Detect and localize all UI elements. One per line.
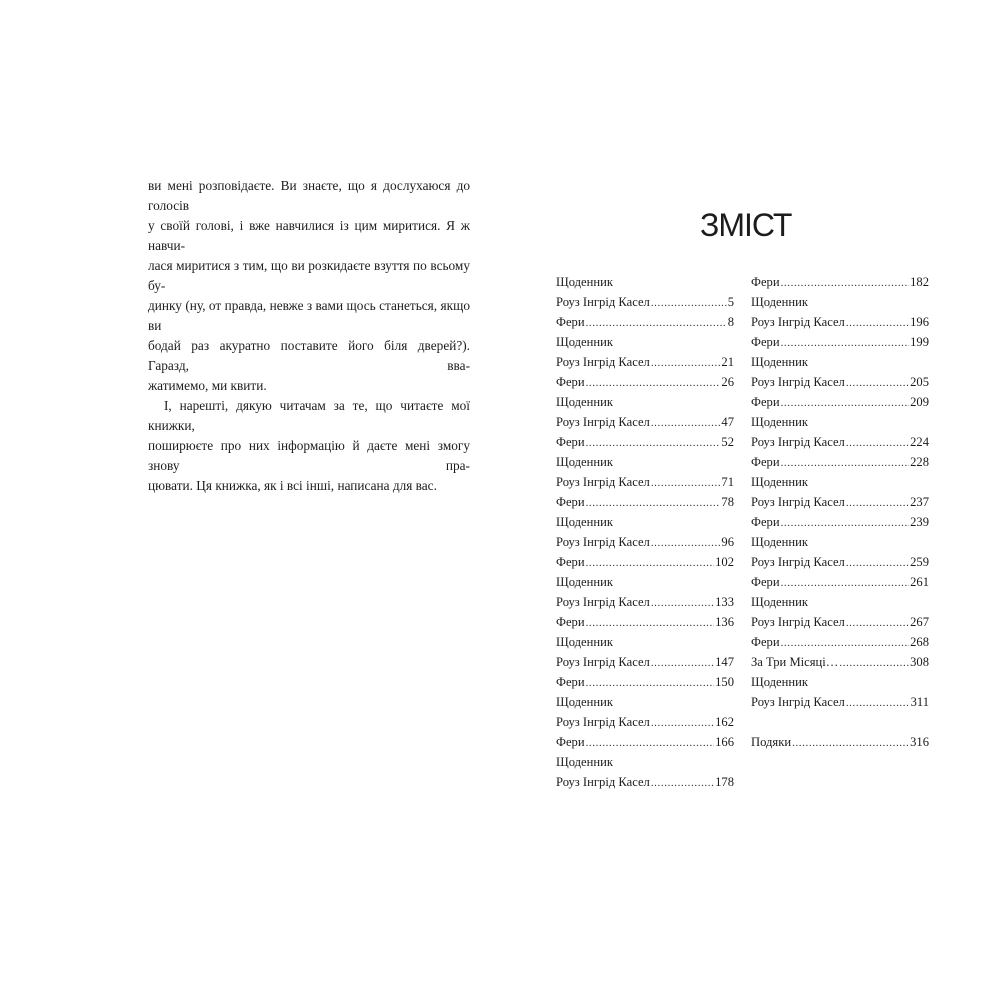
toc-entry-label: Фери bbox=[751, 635, 780, 649]
toc-entry-label: Щоденник bbox=[751, 355, 808, 369]
text-line: ви мені розповідаєте. Ви знаєте, що я дослухаюся до голосів bbox=[148, 178, 470, 213]
text-line: цювати. Ця книжка, як і всі інші, написана для вас. bbox=[148, 478, 437, 493]
toc-entry bbox=[751, 512, 929, 532]
toc-leader-dots bbox=[586, 493, 721, 513]
toc-leader-dots bbox=[651, 593, 714, 613]
toc-leader-dots bbox=[651, 293, 727, 313]
toc-entry-label: Роуз Інгрід Касел bbox=[556, 415, 650, 429]
toc-page-number: 205 bbox=[910, 375, 929, 389]
toc-entry-label: Щоденник bbox=[556, 635, 613, 649]
toc-entry-label: Щоденник bbox=[556, 575, 613, 589]
toc-entry bbox=[751, 492, 929, 512]
text-line: І, нарешті, дякую читачам за те, що читаєте мої книжки, bbox=[148, 398, 470, 433]
toc-leader-dots bbox=[846, 693, 910, 713]
toc-leader-dots bbox=[651, 653, 714, 673]
toc-entry-label: Фери bbox=[751, 275, 780, 289]
toc-section-heading bbox=[751, 592, 929, 612]
toc-page-number: 182 bbox=[910, 275, 929, 289]
toc-entry bbox=[556, 772, 734, 792]
text-line: у своїй голові, і вже навчилися із цим миритися. Я ж навчи- bbox=[148, 218, 470, 253]
toc-page-number: 71 bbox=[721, 475, 734, 489]
toc-leader-dots bbox=[586, 613, 715, 633]
toc-section-heading bbox=[751, 532, 929, 552]
toc-entry bbox=[751, 552, 929, 572]
toc-section-heading bbox=[556, 752, 734, 772]
toc-entry-label: Щоденник bbox=[751, 675, 808, 689]
toc-leader-dots bbox=[781, 333, 910, 353]
toc-entry bbox=[751, 272, 929, 292]
toc-entry-label: Роуз Інгрід Касел bbox=[556, 475, 650, 489]
toc-entry-label: Роуз Інгрід Касел bbox=[751, 375, 845, 389]
toc-entry bbox=[751, 652, 929, 672]
toc-page-number: 259 bbox=[910, 555, 929, 569]
toc-entry bbox=[751, 452, 929, 472]
toc-entry bbox=[556, 432, 734, 452]
toc-entry bbox=[751, 372, 929, 392]
toc-title: ЗМІСТ bbox=[700, 207, 792, 243]
toc-entry bbox=[556, 352, 734, 372]
text-line: поширюєте про них інформацію й даєте мені змогу знову пра- bbox=[148, 438, 470, 473]
toc-section-heading bbox=[556, 632, 734, 652]
toc-entry bbox=[751, 432, 929, 452]
toc-entry-label: Щоденник bbox=[556, 695, 613, 709]
toc-entry-label: Щоденник bbox=[751, 295, 808, 309]
toc-page-number: 196 bbox=[910, 315, 929, 329]
toc-entry-label: Фери bbox=[556, 435, 585, 449]
toc-entry-label: Фери bbox=[751, 335, 780, 349]
toc-entry-label: Щоденник bbox=[556, 455, 613, 469]
toc-entry-label: Щоденник bbox=[556, 335, 613, 349]
toc-entry-label: Роуз Інгрід Касел bbox=[556, 655, 650, 669]
toc-entry-label: Фери bbox=[751, 575, 780, 589]
toc-leader-dots bbox=[586, 733, 715, 753]
toc-entry-label: Роуз Інгрід Касел bbox=[556, 295, 650, 309]
toc-page-number: 52 bbox=[721, 435, 734, 449]
toc-entry bbox=[556, 612, 734, 632]
toc-entry bbox=[556, 412, 734, 432]
toc-leader-dots bbox=[846, 613, 909, 633]
toc-leader-dots bbox=[846, 313, 909, 333]
toc-leader-dots bbox=[651, 473, 721, 493]
toc-section-heading bbox=[751, 352, 929, 372]
toc-leader-dots bbox=[651, 713, 714, 733]
toc-entry bbox=[751, 632, 929, 652]
toc-page-number: 228 bbox=[910, 455, 929, 469]
toc-entry-label: Фери bbox=[751, 515, 780, 529]
toc-leader-dots bbox=[846, 373, 909, 393]
paragraph bbox=[148, 176, 470, 396]
toc-entry bbox=[556, 712, 734, 732]
toc-leader-dots bbox=[781, 633, 910, 653]
toc-page-number: 8 bbox=[727, 315, 734, 329]
toc-page-number: 268 bbox=[910, 635, 929, 649]
toc-page-number: 239 bbox=[910, 515, 929, 529]
toc-leader-dots bbox=[651, 413, 721, 433]
toc-entry bbox=[556, 372, 734, 392]
toc-section-heading bbox=[556, 452, 734, 472]
toc-entry bbox=[556, 312, 734, 332]
toc-leader-dots bbox=[846, 493, 909, 513]
toc-leader-dots bbox=[846, 553, 909, 573]
toc-page-number: 224 bbox=[910, 435, 929, 449]
toc-entry bbox=[556, 532, 734, 552]
toc-leader-dots bbox=[586, 373, 721, 393]
toc-page-number: 78 bbox=[721, 495, 734, 509]
toc-page-number: 102 bbox=[715, 555, 734, 569]
toc-section-heading bbox=[556, 272, 734, 292]
toc-entry bbox=[556, 472, 734, 492]
toc-page-number: 316 bbox=[910, 735, 929, 749]
toc-entry-label: Фери bbox=[556, 675, 585, 689]
toc-entry-label: Фери bbox=[751, 455, 780, 469]
toc-entry-label: Роуз Інгрід Касел bbox=[751, 315, 845, 329]
toc-page-number: 166 bbox=[715, 735, 734, 749]
toc-entry bbox=[751, 332, 929, 352]
toc-column-right bbox=[751, 272, 929, 752]
toc-entry bbox=[556, 672, 734, 692]
toc-page-number: 5 bbox=[727, 295, 734, 309]
toc-entry-label: Щоденник bbox=[751, 475, 808, 489]
toc-leader-dots bbox=[586, 673, 715, 693]
toc-page-number: 21 bbox=[721, 355, 734, 369]
toc-page-number: 261 bbox=[910, 575, 929, 589]
toc-entry bbox=[556, 652, 734, 672]
toc-page-number: 311 bbox=[910, 695, 929, 709]
toc-entry bbox=[751, 732, 929, 752]
toc-entry-label: Роуз Інгрід Касел bbox=[751, 495, 845, 509]
text-line: жатимемо, ми квити. bbox=[148, 378, 267, 393]
toc-section-heading bbox=[556, 572, 734, 592]
toc-entry-label: Роуз Інгрід Касел bbox=[751, 615, 845, 629]
toc-entry bbox=[751, 612, 929, 632]
toc-page-number: 26 bbox=[721, 375, 734, 389]
toc-entry-label: Фери bbox=[556, 555, 585, 569]
toc-entry-label: Фери bbox=[751, 395, 780, 409]
toc-entry-label: За Три Місяці… bbox=[751, 655, 839, 669]
toc-entry-label: Роуз Інгрід Касел bbox=[556, 355, 650, 369]
toc-entry-label: Роуз Інгрід Касел bbox=[751, 555, 845, 569]
toc-entry-label: Роуз Інгрід Касел bbox=[751, 695, 845, 709]
toc-entry-label: Щоденник bbox=[751, 415, 808, 429]
toc-page-number: 47 bbox=[721, 415, 734, 429]
toc-entry bbox=[556, 292, 734, 312]
toc-entry bbox=[751, 572, 929, 592]
toc-leader-dots bbox=[846, 433, 909, 453]
toc-page-number: 199 bbox=[910, 335, 929, 349]
toc-page-number: 133 bbox=[715, 595, 734, 609]
toc-page-number: 150 bbox=[715, 675, 734, 689]
toc-entry-label: Щоденник bbox=[556, 515, 613, 529]
toc-entry bbox=[556, 492, 734, 512]
toc-section-heading bbox=[751, 412, 929, 432]
toc-leader-dots bbox=[651, 533, 721, 553]
toc-entry bbox=[556, 732, 734, 752]
toc-page-number: 237 bbox=[910, 495, 929, 509]
toc-entry-label: Роуз Інгрід Касел bbox=[556, 715, 650, 729]
toc-entry-label: Фери bbox=[556, 315, 585, 329]
toc-section-heading bbox=[556, 332, 734, 352]
toc-page-number: 308 bbox=[910, 655, 929, 669]
toc-entry-label: Щоденник bbox=[556, 755, 613, 769]
toc-entry bbox=[751, 692, 929, 712]
text-line: бодай раз акуратно поставите його біля дверей?). Гаразд, вва- bbox=[148, 338, 470, 373]
text-line: динку (ну, от правда, невже з вами щось станеться, якщо ви bbox=[148, 298, 470, 333]
text-line: лася миритися з тим, що ви розкидаєте взуття по всьому бу- bbox=[148, 258, 470, 293]
toc-section-heading bbox=[751, 292, 929, 312]
toc-entry-label: Щоденник bbox=[751, 595, 808, 609]
toc-entry-label: Роуз Інгрід Касел bbox=[556, 595, 650, 609]
toc-entry-label: Роуз Інгрід Касел bbox=[751, 435, 845, 449]
toc-section-heading bbox=[556, 392, 734, 412]
toc-leader-dots bbox=[781, 573, 910, 593]
toc-leader-dots bbox=[586, 313, 727, 333]
toc-page-number: 267 bbox=[910, 615, 929, 629]
toc-entry-label: Фери bbox=[556, 495, 585, 509]
toc-entry bbox=[751, 312, 929, 332]
toc-leader-dots bbox=[781, 393, 910, 413]
toc-entry-label: Фери bbox=[556, 615, 585, 629]
toc-leader-dots bbox=[586, 433, 721, 453]
toc-entry bbox=[751, 392, 929, 412]
toc-section-heading bbox=[556, 512, 734, 532]
toc-page-number: 96 bbox=[721, 535, 734, 549]
toc-entry-label: Фери bbox=[556, 375, 585, 389]
toc-page-number: 162 bbox=[715, 715, 734, 729]
toc-entry-label: Роуз Інгрід Касел bbox=[556, 775, 650, 789]
left-page-text bbox=[148, 176, 470, 496]
toc-entry-label: Фери bbox=[556, 735, 585, 749]
toc-entry-label: Подяки bbox=[751, 735, 792, 749]
toc-section-heading bbox=[751, 472, 929, 492]
toc-leader-dots bbox=[651, 353, 721, 373]
toc-entry-label: Щоденник bbox=[556, 275, 613, 289]
toc-leader-dots bbox=[781, 513, 910, 533]
toc-entry-label: Щоденник bbox=[751, 535, 808, 549]
toc-leader-dots bbox=[839, 653, 909, 673]
toc-leader-dots bbox=[792, 733, 909, 753]
toc-entry bbox=[556, 592, 734, 612]
toc-section-heading bbox=[556, 692, 734, 712]
toc-leader-dots bbox=[781, 273, 910, 293]
paragraph bbox=[148, 396, 470, 496]
toc-entry-label: Щоденник bbox=[556, 395, 613, 409]
toc-leader-dots bbox=[781, 453, 910, 473]
toc-entry bbox=[556, 552, 734, 572]
toc-page-number: 147 bbox=[715, 655, 734, 669]
toc-leader-dots bbox=[651, 773, 714, 793]
toc-page-number: 136 bbox=[715, 615, 734, 629]
toc-spacer bbox=[751, 712, 929, 732]
toc-entry-label: Роуз Інгрід Касел bbox=[556, 535, 650, 549]
toc-page-number: 209 bbox=[910, 395, 929, 409]
toc-column-left bbox=[556, 272, 734, 792]
toc-section-heading bbox=[751, 672, 929, 692]
toc-page-number: 178 bbox=[715, 775, 734, 789]
toc-leader-dots bbox=[586, 553, 715, 573]
